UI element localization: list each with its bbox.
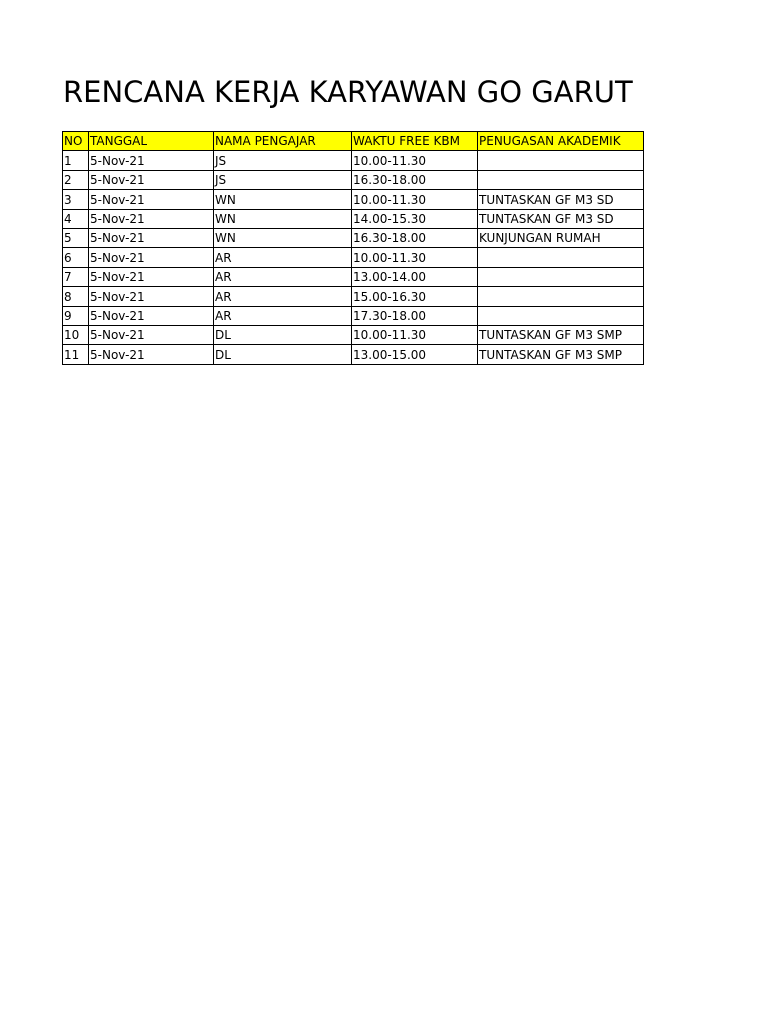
cell-tanggal[interactable]: 5-Nov-21 [89,287,214,306]
cell-tanggal[interactable]: 5-Nov-21 [89,267,214,286]
page-title: RENCANA KERJA KARYAWAN GO GARUT [63,75,633,109]
header-row [63,132,644,151]
cell-no[interactable]: 1 [63,151,89,170]
table-row [63,306,644,325]
cell-waktu[interactable]: 10.00-11.30 [352,325,478,344]
cell-tanggal[interactable]: 5-Nov-21 [89,345,214,364]
cell-tanggal[interactable]: 5-Nov-21 [89,325,214,344]
cell-penugasan[interactable] [478,306,644,325]
cell-penugasan[interactable] [478,248,644,267]
cell-tanggal[interactable]: 5-Nov-21 [89,306,214,325]
cell-nama[interactable]: AR [214,267,352,286]
cell-no[interactable]: 2 [63,170,89,189]
table-row [63,190,644,209]
cell-penugasan[interactable] [478,170,644,189]
cell-tanggal[interactable]: 5-Nov-21 [89,248,214,267]
cell-nama[interactable]: WN [214,228,352,247]
header-tanggal[interactable]: TANGGAL [89,132,214,151]
cell-waktu[interactable]: 13.00-14.00 [352,267,478,286]
cell-penugasan[interactable]: TUNTASKAN GF M3 SD [478,209,644,228]
cell-waktu[interactable]: 14.00-15.30 [352,209,478,228]
cell-waktu[interactable]: 16.30-18.00 [352,228,478,247]
cell-penugasan[interactable]: TUNTASKAN GF M3 SMP [478,345,644,364]
cell-no[interactable]: 4 [63,209,89,228]
cell-no[interactable]: 6 [63,248,89,267]
cell-penugasan[interactable]: TUNTASKAN GF M3 SD [478,190,644,209]
cell-tanggal[interactable]: 5-Nov-21 [89,151,214,170]
cell-nama[interactable]: WN [214,209,352,228]
table-row [63,345,644,364]
table-row [63,151,644,170]
table-row [63,248,644,267]
table-row [63,267,644,286]
table-row [63,170,644,189]
cell-nama[interactable]: DL [214,345,352,364]
cell-penugasan[interactable]: KUNJUNGAN RUMAH [478,228,644,247]
cell-waktu[interactable]: 13.00-15.00 [352,345,478,364]
cell-nama[interactable]: AR [214,306,352,325]
header-waktu-free-kbm[interactable]: WAKTU FREE KBM [352,132,478,151]
header-nama-pengajar[interactable]: NAMA PENGAJAR [214,132,352,151]
table-row [63,209,644,228]
cell-nama[interactable]: WN [214,190,352,209]
cell-no[interactable]: 7 [63,267,89,286]
cell-tanggal[interactable]: 5-Nov-21 [89,209,214,228]
cell-tanggal[interactable]: 5-Nov-21 [89,170,214,189]
cell-nama[interactable]: JS [214,170,352,189]
cell-waktu[interactable]: 15.00-16.30 [352,287,478,306]
cell-tanggal[interactable]: 5-Nov-21 [89,228,214,247]
cell-penugasan[interactable] [478,287,644,306]
cell-no[interactable]: 11 [63,345,89,364]
cell-waktu[interactable]: 10.00-11.30 [352,151,478,170]
cell-no[interactable]: 5 [63,228,89,247]
header-penugasan-akademik[interactable]: PENUGASAN AKADEMIK [478,132,644,151]
table-row [63,325,644,344]
table-row [63,228,644,247]
cell-penugasan[interactable] [478,267,644,286]
work-plan-table [62,131,644,365]
cell-nama[interactable]: JS [214,151,352,170]
cell-nama[interactable]: AR [214,287,352,306]
cell-nama[interactable]: AR [214,248,352,267]
cell-nama[interactable]: DL [214,325,352,344]
cell-waktu[interactable]: 17.30-18.00 [352,306,478,325]
cell-waktu[interactable]: 10.00-11.30 [352,248,478,267]
cell-no[interactable]: 8 [63,287,89,306]
cell-waktu[interactable]: 16.30-18.00 [352,170,478,189]
cell-waktu[interactable]: 10.00-11.30 [352,190,478,209]
table-row [63,287,644,306]
table-body [63,151,644,364]
cell-no[interactable]: 9 [63,306,89,325]
cell-tanggal[interactable]: 5-Nov-21 [89,190,214,209]
cell-penugasan[interactable] [478,151,644,170]
cell-no[interactable]: 3 [63,190,89,209]
cell-penugasan[interactable]: TUNTASKAN GF M3 SMP [478,325,644,344]
header-no[interactable]: NO [63,132,89,151]
cell-no[interactable]: 10 [63,325,89,344]
